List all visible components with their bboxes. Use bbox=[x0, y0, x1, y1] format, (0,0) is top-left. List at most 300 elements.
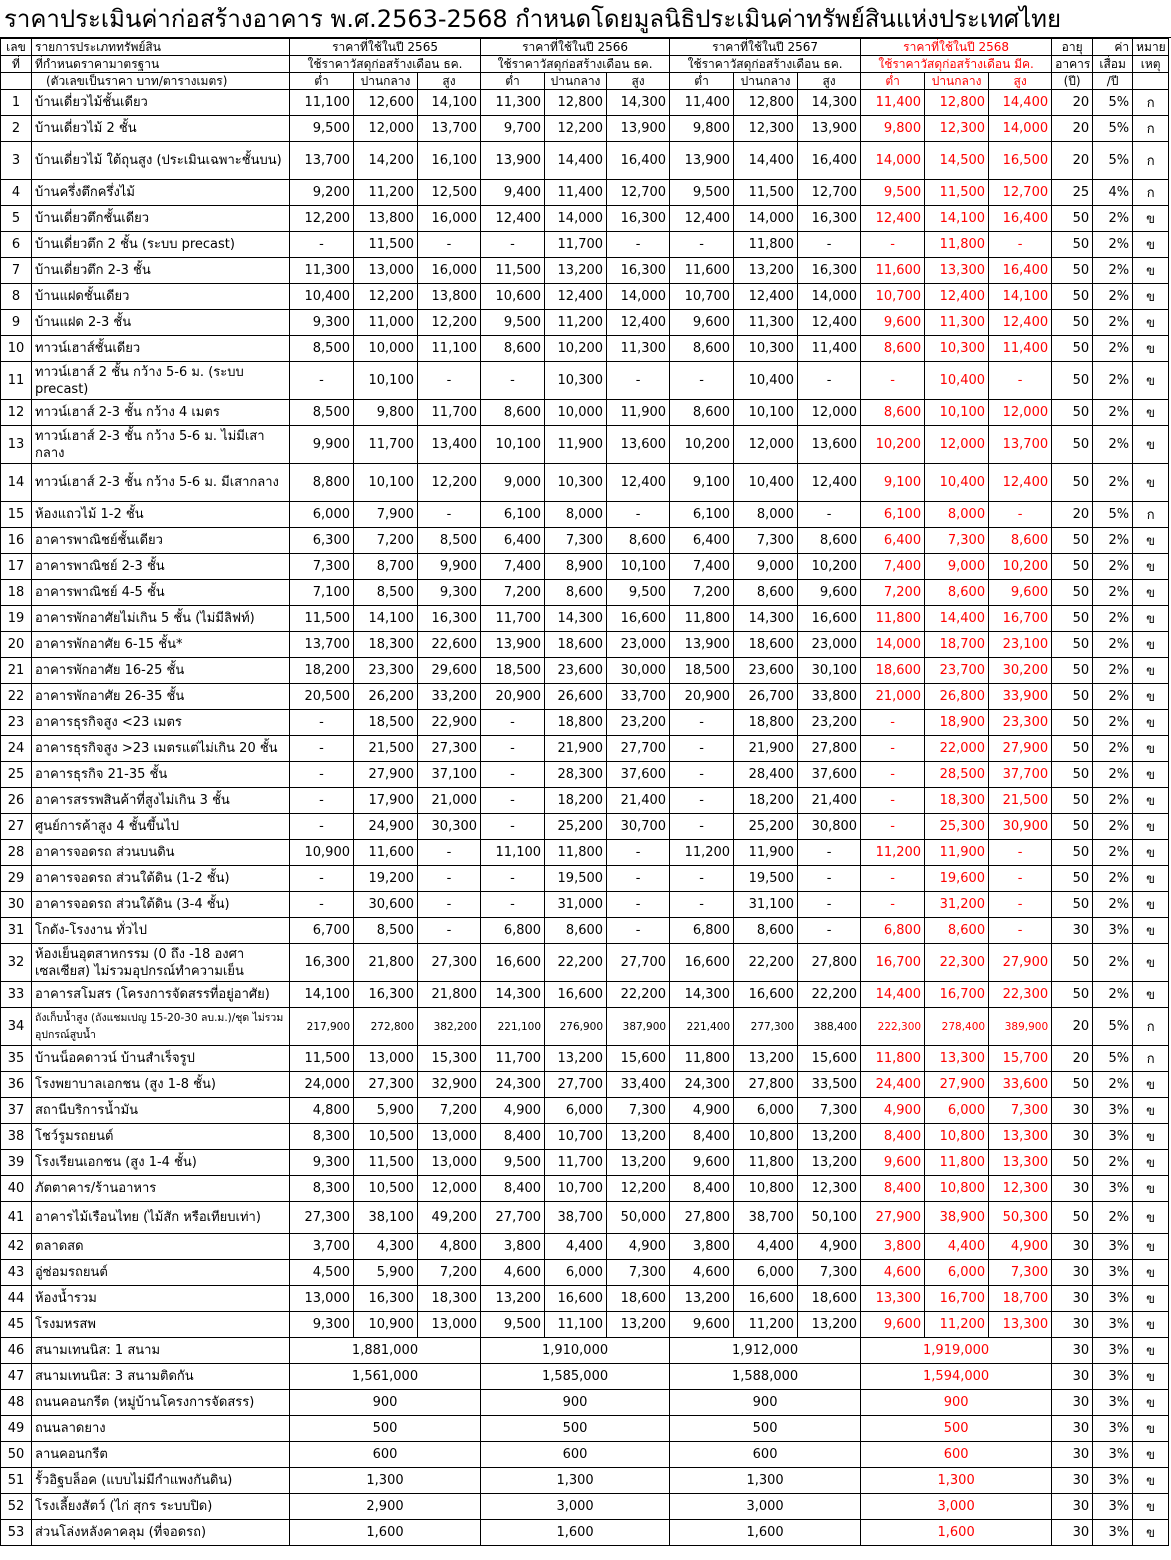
price-cell: 9,600 bbox=[670, 310, 734, 336]
price-cell: 8,600 bbox=[925, 918, 989, 944]
price-cell: 16,100 bbox=[418, 142, 481, 180]
price-cell: 9,500 bbox=[290, 116, 354, 142]
price-cell: 16,000 bbox=[418, 258, 481, 284]
price-cell: 33,400 bbox=[607, 1072, 670, 1098]
row-depreciation: 3% bbox=[1093, 1442, 1133, 1468]
price-cell: 11,200 bbox=[734, 1312, 798, 1338]
price-cell: 16,600 bbox=[734, 1286, 798, 1312]
row-item-name: ห้องเย็นอุตสาหกรรม (0 ถึง -18 องศาเซลเซียส) ไม่รวมอุปกรณ์ทำความเย็น bbox=[32, 944, 290, 982]
price-cell: 8,600 bbox=[670, 400, 734, 426]
row-number: 52 bbox=[1, 1494, 32, 1520]
price-cell: 18,700 bbox=[925, 632, 989, 658]
price-cell: 3,800 bbox=[670, 1234, 734, 1260]
row-number: 5 bbox=[1, 206, 32, 232]
table-row bbox=[1, 684, 1169, 710]
price-cell: 9,600 bbox=[670, 1312, 734, 1338]
note-unit-header bbox=[1133, 73, 1169, 90]
price-cell: 9,500 bbox=[481, 1150, 545, 1176]
lump-price-cell: 1,300 bbox=[670, 1468, 861, 1494]
lump-price-cell: 1,910,000 bbox=[481, 1338, 670, 1364]
row-number: 34 bbox=[1, 1008, 32, 1046]
price-cell: 3,800 bbox=[861, 1234, 925, 1260]
price-cell: 14,000 bbox=[734, 206, 798, 232]
lump-price-cell: 500 bbox=[670, 1416, 861, 1442]
row-item-name: ถนนลาดยาง bbox=[32, 1416, 290, 1442]
table-row bbox=[1, 1312, 1169, 1338]
row-number: 37 bbox=[1, 1098, 32, 1124]
price-cell: 9,100 bbox=[670, 464, 734, 502]
price-cell: - bbox=[290, 866, 354, 892]
price-cell: 4,900 bbox=[670, 1098, 734, 1124]
price-cell: 10,300 bbox=[925, 336, 989, 362]
price-cell: 4,600 bbox=[670, 1260, 734, 1286]
row-depreciation: 3% bbox=[1093, 918, 1133, 944]
lump-price-cell: 600 bbox=[670, 1442, 861, 1468]
price-cell: 10,200 bbox=[861, 426, 925, 464]
row-item-name: อาคารพักอาศัย 6-15 ชั้น* bbox=[32, 632, 290, 658]
price-cell: 27,900 bbox=[861, 1202, 925, 1234]
price-cell: 50,300 bbox=[989, 1202, 1052, 1234]
price-cell: 18,300 bbox=[354, 632, 418, 658]
price-cell: 7,200 bbox=[418, 1098, 481, 1124]
price-cell: 6,000 bbox=[925, 1260, 989, 1286]
row-item-name: บ้านเดี่ยวตึก 2-3 ชั้น bbox=[32, 258, 290, 284]
row-item-name: ทาวน์เฮาส์ 2 ชั้น กว้าง 5-6 ม. (ระบบ precast) bbox=[32, 362, 290, 400]
row-number: 12 bbox=[1, 400, 32, 426]
price-cell: 16,700 bbox=[925, 1286, 989, 1312]
lump-price-cell: 1,585,000 bbox=[481, 1364, 670, 1390]
price-cell: - bbox=[607, 840, 670, 866]
price-cell: 12,400 bbox=[798, 310, 861, 336]
price-cell: 10,500 bbox=[354, 1124, 418, 1150]
price-cell: 6,400 bbox=[861, 528, 925, 554]
price-cell: - bbox=[989, 918, 1052, 944]
row-number: 35 bbox=[1, 1046, 32, 1072]
price-cell: 4,900 bbox=[607, 1234, 670, 1260]
price-cell: - bbox=[418, 362, 481, 400]
price-cell: - bbox=[798, 502, 861, 528]
price-cell: 28,500 bbox=[925, 762, 989, 788]
price-cell: - bbox=[861, 788, 925, 814]
row-item-name: ส่วนโล่งหลังคาคลุม (ที่จอดรถ) bbox=[32, 1520, 290, 1546]
row-item-name: ศูนย์การค้าสูง 4 ชั้นขึ้นไป bbox=[32, 814, 290, 840]
price-cell: 15,700 bbox=[989, 1046, 1052, 1072]
price-cell: 8,600 bbox=[925, 580, 989, 606]
table-row bbox=[1, 1202, 1169, 1234]
price-cell: 13,400 bbox=[418, 426, 481, 464]
row-number: 50 bbox=[1, 1442, 32, 1468]
price-cell: 13,200 bbox=[607, 1312, 670, 1338]
price-cell: 11,500 bbox=[290, 606, 354, 632]
row-note: ข bbox=[1133, 580, 1169, 606]
row-number: 22 bbox=[1, 684, 32, 710]
price-cell: 27,700 bbox=[545, 1072, 607, 1098]
row-item-name: บ้านแฝดชั้นเดียว bbox=[32, 284, 290, 310]
row-item-name: บ้านเดี่ยวไม้ 2 ชั้น bbox=[32, 116, 290, 142]
row-depreciation: 2% bbox=[1093, 982, 1133, 1008]
price-cell: 11,700 bbox=[545, 1150, 607, 1176]
price-cell: 49,200 bbox=[418, 1202, 481, 1234]
row-item-name: ทาวน์เฮาส์ 2-3 ชั้น กว้าง 5-6 ม. มีเสากลาง bbox=[32, 464, 290, 502]
price-cell: 18,500 bbox=[481, 658, 545, 684]
price-cell: 4,600 bbox=[481, 1260, 545, 1286]
price-cell: 10,400 bbox=[734, 464, 798, 502]
table-row bbox=[1, 258, 1169, 284]
price-cell: - bbox=[607, 502, 670, 528]
price-cell: - bbox=[481, 232, 545, 258]
row-depreciation: 5% bbox=[1093, 502, 1133, 528]
row-number: 9 bbox=[1, 310, 32, 336]
table-row bbox=[1, 1494, 1169, 1520]
year-2568-sub: ใช้ราคาวัสดุก่อสร้างเดือน มีค. bbox=[861, 56, 1052, 73]
year-2568-mid-header: ปานกลาง bbox=[925, 73, 989, 90]
row-item-name: อาคารธุรกิจสูง <23 เมตร bbox=[32, 710, 290, 736]
row-number: 14 bbox=[1, 464, 32, 502]
price-cell: 8,900 bbox=[545, 554, 607, 580]
row-depreciation: 3% bbox=[1093, 1520, 1133, 1546]
price-cell: 14,000 bbox=[607, 284, 670, 310]
row-note: ข bbox=[1133, 1176, 1169, 1202]
row-item-name: ทาวน์เฮาส์ 2-3 ชั้น กว้าง 4 เมตร bbox=[32, 400, 290, 426]
price-cell: 11,200 bbox=[545, 310, 607, 336]
price-cell: 8,400 bbox=[861, 1176, 925, 1202]
row-depreciation: 2% bbox=[1093, 362, 1133, 400]
table-row bbox=[1, 232, 1169, 258]
year-2565-low-header: ต่ำ bbox=[290, 73, 354, 90]
price-cell: 12,300 bbox=[925, 116, 989, 142]
row-note: ข bbox=[1133, 1150, 1169, 1176]
price-cell: 19,500 bbox=[545, 866, 607, 892]
row-depreciation: 2% bbox=[1093, 426, 1133, 464]
price-cell: 11,200 bbox=[354, 180, 418, 206]
row-depreciation: 5% bbox=[1093, 142, 1133, 180]
table-row bbox=[1, 180, 1169, 206]
price-cell: 13,600 bbox=[607, 426, 670, 464]
row-age: 50 bbox=[1052, 206, 1093, 232]
row-depreciation: 2% bbox=[1093, 258, 1133, 284]
price-cell: 30,800 bbox=[798, 814, 861, 840]
table-row bbox=[1, 1286, 1169, 1312]
price-cell: - bbox=[481, 710, 545, 736]
price-cell: - bbox=[607, 232, 670, 258]
row-number: 25 bbox=[1, 762, 32, 788]
row-age: 50 bbox=[1052, 1202, 1093, 1234]
price-cell: - bbox=[290, 736, 354, 762]
table-row bbox=[1, 762, 1169, 788]
row-item-name: บ้านเดี่ยวไม้ ใต้ถุนสูง (ประเมินเฉพาะชั้นบน) bbox=[32, 142, 290, 180]
year-2565-header: ราคาที่ใช้ในปี 2565 bbox=[290, 39, 481, 56]
price-cell: 13,600 bbox=[798, 426, 861, 464]
table-row bbox=[1, 310, 1169, 336]
price-cell: 18,600 bbox=[545, 632, 607, 658]
row-depreciation: 5% bbox=[1093, 1046, 1133, 1072]
price-cell: 9,000 bbox=[481, 464, 545, 502]
table-row bbox=[1, 142, 1169, 180]
price-cell: 10,900 bbox=[354, 1312, 418, 1338]
row-item-name: บ้านเดี่ยวตึก 2 ชั้น (ระบบ precast) bbox=[32, 232, 290, 258]
price-cell: 14,400 bbox=[989, 90, 1052, 116]
row-note: ข bbox=[1133, 866, 1169, 892]
price-cell: 30,200 bbox=[989, 658, 1052, 684]
row-note: ข bbox=[1133, 528, 1169, 554]
year-2566-low-header: ต่ำ bbox=[481, 73, 545, 90]
row-age: 50 bbox=[1052, 814, 1093, 840]
table-row bbox=[1, 710, 1169, 736]
row-number: 15 bbox=[1, 502, 32, 528]
row-depreciation: 5% bbox=[1093, 116, 1133, 142]
price-cell: - bbox=[670, 788, 734, 814]
price-cell: 12,400 bbox=[734, 284, 798, 310]
price-cell: 17,900 bbox=[354, 788, 418, 814]
price-cell: 22,200 bbox=[734, 944, 798, 982]
lump-price-cell: 900 bbox=[861, 1390, 1052, 1416]
price-cell: 23,700 bbox=[925, 658, 989, 684]
price-cell: 29,600 bbox=[418, 658, 481, 684]
price-cell: 221,100 bbox=[481, 1008, 545, 1046]
row-age: 30 bbox=[1052, 1494, 1093, 1520]
price-cell: - bbox=[670, 892, 734, 918]
price-cell: - bbox=[607, 866, 670, 892]
price-cell: 7,400 bbox=[481, 554, 545, 580]
table-row bbox=[1, 1338, 1169, 1364]
row-note: ข bbox=[1133, 1390, 1169, 1416]
price-cell: 38,700 bbox=[545, 1202, 607, 1234]
price-cell: 14,300 bbox=[545, 606, 607, 632]
price-cell: 16,400 bbox=[798, 142, 861, 180]
price-cell: 37,100 bbox=[418, 762, 481, 788]
price-cell: 11,600 bbox=[670, 258, 734, 284]
row-age: 20 bbox=[1052, 90, 1093, 116]
lump-price-cell: 1,300 bbox=[481, 1468, 670, 1494]
col-no-header: เลข bbox=[1, 39, 32, 56]
row-age: 30 bbox=[1052, 1442, 1093, 1468]
row-age: 50 bbox=[1052, 762, 1093, 788]
price-cell: 33,900 bbox=[989, 684, 1052, 710]
price-cell: - bbox=[607, 892, 670, 918]
price-cell: 7,300 bbox=[734, 528, 798, 554]
price-cell: 11,900 bbox=[925, 840, 989, 866]
price-cell: 12,400 bbox=[989, 464, 1052, 502]
price-cell: 13,000 bbox=[354, 258, 418, 284]
price-cell: 6,000 bbox=[734, 1260, 798, 1286]
table-row bbox=[1, 1072, 1169, 1098]
row-depreciation: 2% bbox=[1093, 580, 1133, 606]
price-cell: 8,500 bbox=[418, 528, 481, 554]
price-cell: - bbox=[798, 840, 861, 866]
row-item-name: ลานคอนกรีต bbox=[32, 1442, 290, 1468]
price-cell: 14,300 bbox=[670, 982, 734, 1008]
col-age-header: อายุ bbox=[1052, 39, 1093, 56]
price-cell: 9,800 bbox=[861, 116, 925, 142]
price-cell: 16,600 bbox=[481, 944, 545, 982]
row-depreciation: 2% bbox=[1093, 606, 1133, 632]
price-cell: 4,900 bbox=[798, 1234, 861, 1260]
row-note: ข bbox=[1133, 1442, 1169, 1468]
price-cell: 6,000 bbox=[925, 1098, 989, 1124]
price-cell: 7,400 bbox=[670, 554, 734, 580]
price-cell: 14,100 bbox=[290, 982, 354, 1008]
price-cell: 8,600 bbox=[545, 918, 607, 944]
price-cell: 4,500 bbox=[290, 1260, 354, 1286]
price-cell: 11,500 bbox=[481, 258, 545, 284]
price-cell: 12,000 bbox=[925, 426, 989, 464]
price-cell: 7,200 bbox=[354, 528, 418, 554]
row-depreciation: 3% bbox=[1093, 1390, 1133, 1416]
row-number: 28 bbox=[1, 840, 32, 866]
price-cell: 6,800 bbox=[670, 918, 734, 944]
row-age: 20 bbox=[1052, 142, 1093, 180]
table-row bbox=[1, 362, 1169, 400]
price-cell: 13,200 bbox=[734, 1046, 798, 1072]
row-depreciation: 3% bbox=[1093, 1260, 1133, 1286]
price-cell: 16,500 bbox=[989, 142, 1052, 180]
row-item-name: โกดัง-โรงงาน ทั่วไป bbox=[32, 918, 290, 944]
row-item-name: อาคารสรรพสินค้าที่สูงไม่เกิน 3 ชั้น bbox=[32, 788, 290, 814]
price-cell: 7,200 bbox=[670, 580, 734, 606]
table-row bbox=[1, 1468, 1169, 1494]
price-cell: 8,400 bbox=[481, 1124, 545, 1150]
price-cell: 221,400 bbox=[670, 1008, 734, 1046]
row-age: 50 bbox=[1052, 710, 1093, 736]
price-cell: 37,600 bbox=[607, 762, 670, 788]
price-cell: 22,200 bbox=[607, 982, 670, 1008]
price-cell: 21,800 bbox=[418, 982, 481, 1008]
table-row bbox=[1, 788, 1169, 814]
price-cell: 13,700 bbox=[418, 116, 481, 142]
table-row bbox=[1, 632, 1169, 658]
price-cell: 13,300 bbox=[925, 1046, 989, 1072]
lump-price-cell: 900 bbox=[670, 1390, 861, 1416]
table-row bbox=[1, 1442, 1169, 1468]
price-cell: 10,700 bbox=[861, 284, 925, 310]
table-row bbox=[1, 502, 1169, 528]
price-cell: 11,300 bbox=[290, 258, 354, 284]
price-cell: 7,300 bbox=[607, 1260, 670, 1286]
price-cell: 15,300 bbox=[418, 1046, 481, 1072]
lump-price-cell: 1,588,000 bbox=[670, 1364, 861, 1390]
table-header bbox=[1, 39, 1169, 90]
price-cell: 11,500 bbox=[354, 232, 418, 258]
price-cell: 9,500 bbox=[481, 1312, 545, 1338]
price-cell: 11,800 bbox=[734, 1150, 798, 1176]
price-cell: - bbox=[418, 502, 481, 528]
price-cell: - bbox=[798, 866, 861, 892]
price-cell: 18,200 bbox=[290, 658, 354, 684]
price-cell: 10,000 bbox=[545, 400, 607, 426]
lump-price-cell: 600 bbox=[290, 1442, 481, 1468]
price-cell: 8,600 bbox=[861, 400, 925, 426]
lump-price-cell: 600 bbox=[481, 1442, 670, 1468]
row-note: ข bbox=[1133, 982, 1169, 1008]
price-cell: 22,600 bbox=[418, 632, 481, 658]
lump-price-cell: 900 bbox=[290, 1390, 481, 1416]
price-cell: 12,000 bbox=[354, 116, 418, 142]
row-note: ข bbox=[1133, 284, 1169, 310]
lump-price-cell: 3,000 bbox=[861, 1494, 1052, 1520]
row-age: 50 bbox=[1052, 982, 1093, 1008]
price-cell: 389,900 bbox=[989, 1008, 1052, 1046]
price-cell: 12,000 bbox=[798, 400, 861, 426]
price-cell: 23,100 bbox=[989, 632, 1052, 658]
row-item-name: อาคารไม้เรือนไทย (ไม้สัก หรือเทียบเท่า) bbox=[32, 1202, 290, 1234]
price-cell: 24,300 bbox=[481, 1072, 545, 1098]
price-cell: 11,400 bbox=[798, 336, 861, 362]
row-depreciation: 2% bbox=[1093, 736, 1133, 762]
price-cell: - bbox=[989, 232, 1052, 258]
price-cell: 382,200 bbox=[418, 1008, 481, 1046]
price-cell: 18,500 bbox=[670, 658, 734, 684]
price-cell: 23,300 bbox=[354, 658, 418, 684]
row-age: 30 bbox=[1052, 1098, 1093, 1124]
price-cell: - bbox=[670, 736, 734, 762]
row-age: 50 bbox=[1052, 426, 1093, 464]
price-cell: 31,100 bbox=[734, 892, 798, 918]
row-number: 17 bbox=[1, 554, 32, 580]
price-cell: - bbox=[481, 814, 545, 840]
row-note: ก bbox=[1133, 90, 1169, 116]
price-cell: 11,300 bbox=[734, 310, 798, 336]
price-cell: 278,400 bbox=[925, 1008, 989, 1046]
price-cell: 4,400 bbox=[545, 1234, 607, 1260]
table-row bbox=[1, 892, 1169, 918]
price-cell: 50,000 bbox=[607, 1202, 670, 1234]
row-age: 20 bbox=[1052, 502, 1093, 528]
price-cell: 276,900 bbox=[545, 1008, 607, 1046]
col-item-header-3: (ตัวเลขเป็นราคา บาท/ตารางเมตร) bbox=[32, 73, 290, 90]
price-cell: 30,100 bbox=[798, 658, 861, 684]
price-cell: 6,800 bbox=[861, 918, 925, 944]
price-cell: 16,600 bbox=[734, 982, 798, 1008]
col-note-header-2: เหตุ bbox=[1133, 56, 1169, 73]
price-cell: 8,600 bbox=[734, 918, 798, 944]
row-depreciation: 2% bbox=[1093, 658, 1133, 684]
row-depreciation: 3% bbox=[1093, 1338, 1133, 1364]
price-cell: 388,400 bbox=[798, 1008, 861, 1046]
price-cell: 4,900 bbox=[861, 1098, 925, 1124]
row-depreciation: 2% bbox=[1093, 710, 1133, 736]
price-cell: 11,800 bbox=[670, 606, 734, 632]
price-cell: 11,800 bbox=[925, 232, 989, 258]
price-cell: 7,300 bbox=[290, 554, 354, 580]
price-cell: 11,400 bbox=[545, 180, 607, 206]
price-cell: 8,400 bbox=[670, 1176, 734, 1202]
price-cell: 14,000 bbox=[545, 206, 607, 232]
price-cell: 3,800 bbox=[481, 1234, 545, 1260]
price-cell: 222,300 bbox=[861, 1008, 925, 1046]
row-item-name: อาคารพักอาศัยไม่เกิน 5 ชั้น (ไม่มีลิฟท์) bbox=[32, 606, 290, 632]
price-cell: 10,400 bbox=[925, 464, 989, 502]
price-cell: - bbox=[798, 232, 861, 258]
price-cell: 12,700 bbox=[989, 180, 1052, 206]
price-cell: 12,400 bbox=[989, 310, 1052, 336]
price-cell: 10,700 bbox=[545, 1176, 607, 1202]
price-cell: 24,300 bbox=[670, 1072, 734, 1098]
price-cell: 6,400 bbox=[481, 528, 545, 554]
price-cell: 27,900 bbox=[989, 944, 1052, 982]
row-depreciation: 5% bbox=[1093, 1008, 1133, 1046]
lump-price-cell: 500 bbox=[481, 1416, 670, 1442]
row-age: 50 bbox=[1052, 464, 1093, 502]
price-cell: - bbox=[290, 788, 354, 814]
price-cell: 10,100 bbox=[354, 464, 418, 502]
row-number: 31 bbox=[1, 918, 32, 944]
price-cell: 27,700 bbox=[607, 944, 670, 982]
row-note: ข bbox=[1133, 1098, 1169, 1124]
price-cell: 9,800 bbox=[670, 116, 734, 142]
year-2568-low-header: ต่ำ bbox=[861, 73, 925, 90]
price-cell: 24,000 bbox=[290, 1072, 354, 1098]
price-cell: 11,600 bbox=[354, 840, 418, 866]
